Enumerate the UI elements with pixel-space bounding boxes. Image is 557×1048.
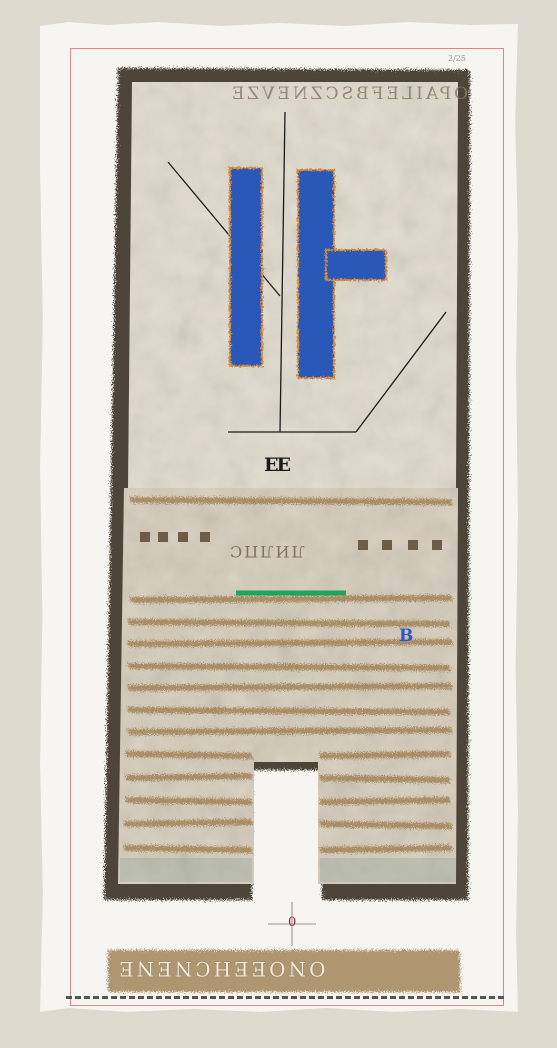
edition-mark: 2/25 xyxy=(448,54,466,63)
middle-inscription: ЛИЛПС xyxy=(228,542,305,561)
blue-bar-left xyxy=(230,168,262,366)
patina-left xyxy=(120,858,252,882)
top-inscription: OPAILEFBSCZNEVZE xyxy=(228,84,468,104)
upper-stone-panel xyxy=(128,82,458,490)
center-mark: 0 xyxy=(288,915,297,930)
blue-bar-arm xyxy=(326,250,386,280)
blue-letter: B xyxy=(399,626,414,646)
bottom-inscription: ONOEEHCNENE xyxy=(116,957,326,981)
patina-right xyxy=(320,858,456,882)
side-mark: EE xyxy=(264,454,289,476)
